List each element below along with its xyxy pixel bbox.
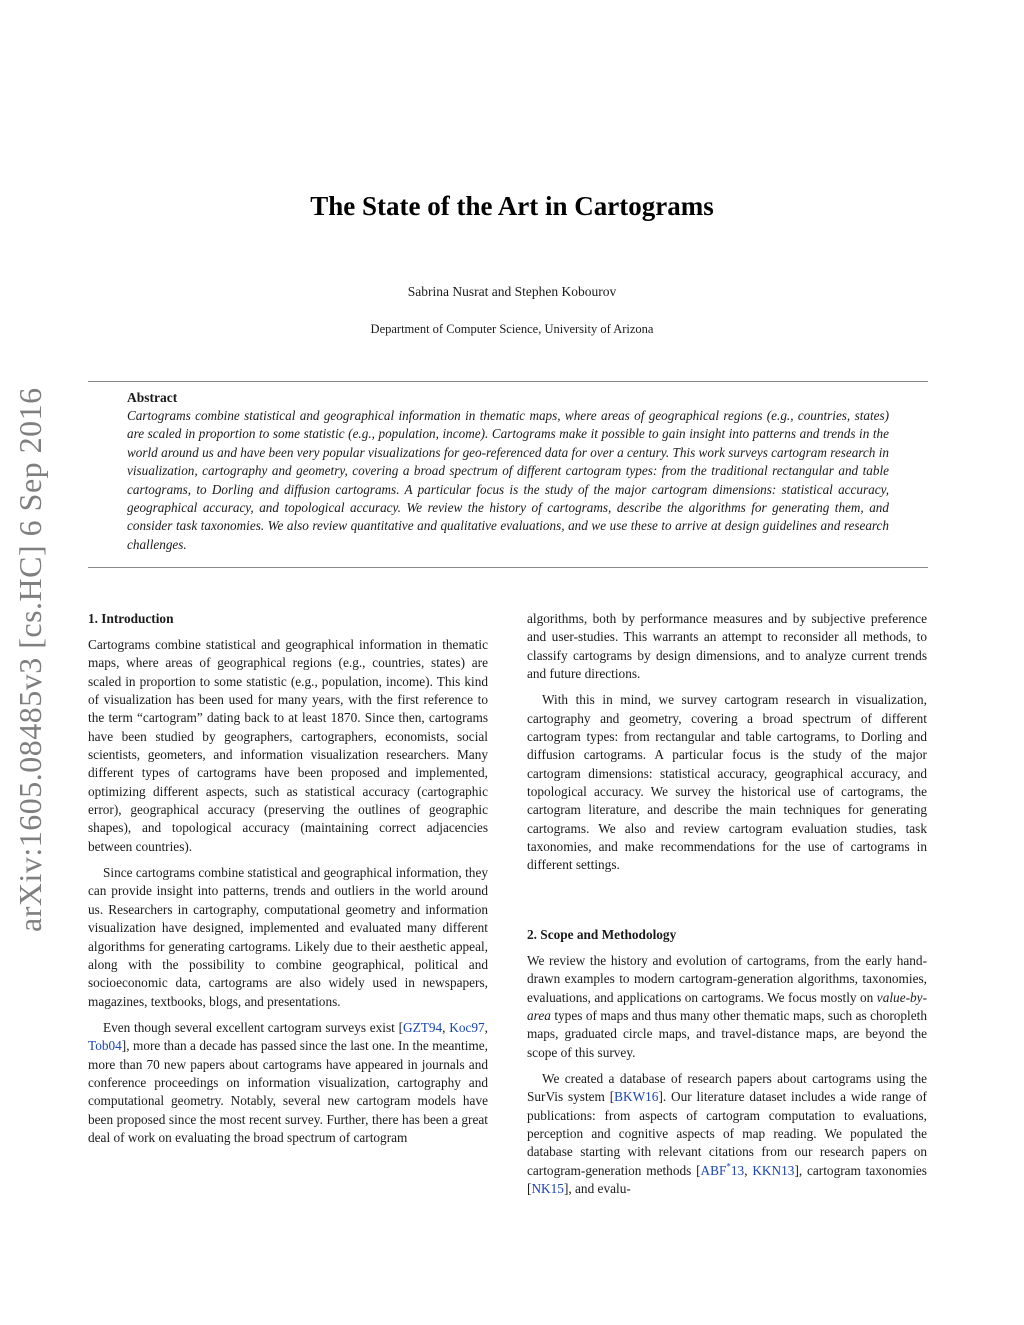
citation-koc97[interactable]: Koc97 <box>449 1019 485 1035</box>
citation-abf13-name: ABF <box>700 1162 727 1178</box>
citation-separator: , <box>442 1019 450 1035</box>
intro-p3-text-start: Even though several excellent cartogram surveys exist [ <box>103 1019 404 1035</box>
citation-abf13-year: 13 <box>730 1162 745 1178</box>
section-heading-introduction: 1. Introduction <box>88 611 174 626</box>
section-heading-scope: 2. Scope and Methodology <box>527 926 677 942</box>
citation-separator: , <box>484 1019 488 1035</box>
intro-p3-text-end: ], more than a decade has passed since the last one. In the meantime, more than 70 new papers about cartograms have appeared in journals and conference proceedings on information visualization, cartography and computational geometry. Notably, several new cartogram models have been proposed since the most recent survey. Further, there has been a great deal of work on evaluating the broad spectrum of cartogram <box>88 1038 488 1145</box>
paper-authors: Sabrina Nusrat and Stephen Kobourov <box>407 284 617 299</box>
abstract-bottom-rule <box>88 567 928 568</box>
abstract-block <box>127 389 889 554</box>
scope-p1-text-end: types of maps and thus many other thematic maps, such as choropleth maps, graduated circle maps, and travel-distance maps, are beyond the scope of this survey. <box>527 1007 927 1060</box>
citation-gzt94[interactable]: GZT94 <box>403 1019 443 1035</box>
scope-p2-text-mid: ]. Our literature dataset includes a wide range of publications: from aspects of cartogram computation to evaluations, perception and cognitive aspects of map reading. We populated the database starting with relevant citations from our research papers on cartogram-generation methods [ <box>527 1089 927 1178</box>
scope-p1-text-start: We review the history and evolution of cartograms, from the early hand-drawn examples to modern cartogram-generation algorithms, taxonomies, evaluations, and applications on cartograms. We focus mostly on <box>527 952 927 1005</box>
citation-bkw16[interactable]: BKW16 <box>614 1089 659 1105</box>
paper-affiliation: Department of Computer Science, University of Arizona <box>370 322 654 336</box>
citation-nk15[interactable]: NK15 <box>531 1180 564 1196</box>
scope-paragraph-1 <box>527 952 927 1062</box>
scope-paragraph-2 <box>527 1070 927 1198</box>
citation-abf13[interactable] <box>701 1163 745 1178</box>
scope-p2-text-start: We created a database of research papers about cartograms using the SurVis system [ <box>527 1070 927 1105</box>
intro-paragraph-2: Since cartograms combine statistical and geographical information, they can provide insight into patterns, trends and outliers in the world around us. Researchers in cartography, computational geometry and information visualization have designed, implemented and evaluated many different algorithms for generating cartograms. Likely due to their aesthetic appeal, along with the possibility to combine geographical, political and socioeconomic data, cartograms are also widely used in newspapers, magazines, textbooks, blogs, and presentations. <box>88 865 488 1009</box>
scope-p1-emphasis: value-by-area <box>527 989 927 1023</box>
intro-paragraph-4: algorithms, both by performance measures and by subjective preference and user-studies. This warrants an attempt to reconsider all methods, to classify cartograms by design dimensions, and to analyze current trends and future directions. <box>527 611 927 682</box>
paper-title: The State of the Art in Cartograms <box>310 191 714 221</box>
abstract-top-rule <box>88 381 928 382</box>
right-column <box>527 610 927 1206</box>
left-column <box>88 610 488 1155</box>
citation-separator: , <box>744 1162 753 1178</box>
citation-kkn13[interactable]: KKN13 <box>752 1162 795 1178</box>
intro-paragraph-3 <box>88 1019 488 1147</box>
scope-p2-text-end: ], and evalu- <box>563 1180 631 1196</box>
intro-paragraph-5: With this in mind, we survey cartogram research in visualization, cartography and geometry, covering a broad spectrum of different cartogram types: from rectangular and table cartograms, to Dorling and diffusion cartograms. A particular focus is the study of the major cartogram dimensions: statistical accuracy, geographical accuracy, and topological accuracy. We survey the historical use of cartograms, the cartogram literature, and describe the main techniques for generating cartograms. We also and review cartogram evaluation studies, task taxonomies, and make recommendations for the use of cartograms in different settings. <box>527 692 927 873</box>
abstract-text: Cartograms combine statistical and geographical information in thematic maps, where areas of geographical regions (e.g., countries, states) are scaled in proportion to some statistic (e.g., population, income). Cartograms make it possible to gain insight into patterns and trends in the world around us and have been very popular visualizations for geo-referenced data for over a century. This work surveys cartogram research in visualization, cartography and geometry, covering a broad spectrum of different cartogram types: from the traditional rectangular and table cartograms, to Dorling and diffusion cartograms. A particular focus is the study of the major cartogram dimensions: statistical accuracy, geographical accuracy, and topological accuracy. We review the history of cartograms, describe the algorithms for generating them, and consider task taxonomies. We also review quantitative and qualitative evaluations, and we use these to arrive at design guidelines and research challenges. <box>127 408 889 552</box>
abstract-heading: Abstract <box>127 390 178 405</box>
citation-tob04[interactable]: Tob04 <box>88 1038 122 1054</box>
section-spacer <box>527 883 927 926</box>
citation-abf13-star: * <box>726 1161 731 1172</box>
arxiv-identifier: arXiv:1605.08485v3 [cs.HC] 6 Sep 2016 <box>12 387 48 932</box>
intro-paragraph-1: Cartograms combine statistical and geographical information in thematic maps, where areas of geographical regions (e.g., countries, states) are scaled in proportion to some statistic (e.g., population, income). This kind of visualization has been used for many years, with the first reference to the term “cartogram” dating back to at least 1870. Since then, cartograms have been studied by geographers, cartographers, economists, social scientists, geometers, and information visualization researchers. Many different types of cartograms have been proposed and implemented, optimizing different aspects, such as statistical accuracy (cartographic error), geographical accuracy (preserving the outlines of geographic shapes), and topological accuracy (maintaining correct adjacencies between countries). <box>88 637 488 854</box>
scope-p2-text-mid2: ], cartogram taxonomies [ <box>527 1162 927 1196</box>
